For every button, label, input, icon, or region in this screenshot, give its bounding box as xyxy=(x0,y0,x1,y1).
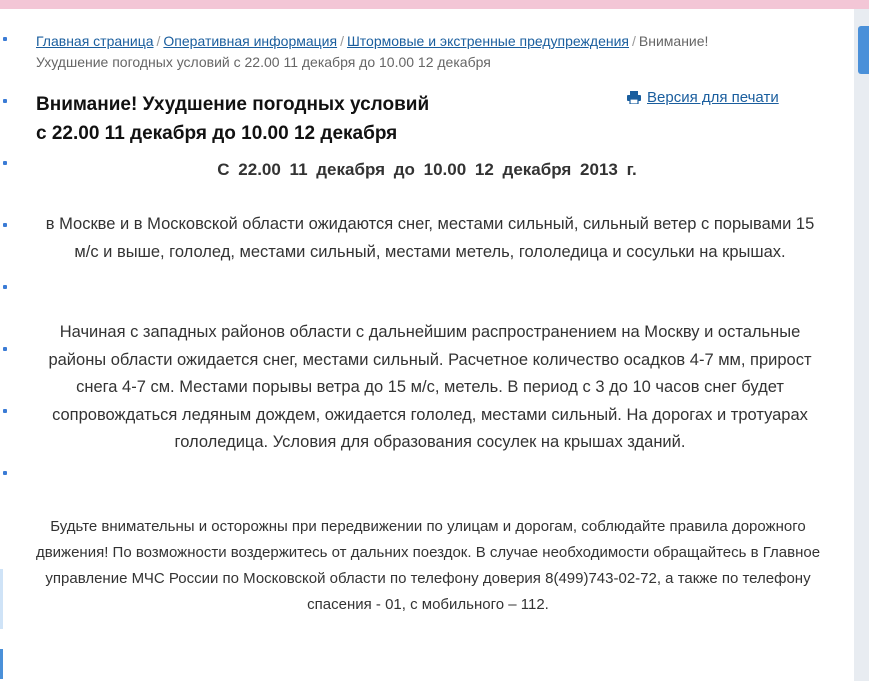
top-border-strip xyxy=(0,0,869,9)
breadcrumb-current: Внимание! xyxy=(638,33,709,49)
sidebar-bullet xyxy=(3,99,7,103)
sidebar-bullet xyxy=(3,223,7,227)
breadcrumb-link-storm-warnings[interactable]: Штормовые и экстренные предупреждения xyxy=(346,33,629,49)
breadcrumb-link-home[interactable]: Главная страница xyxy=(36,33,154,49)
sidebar-bullet xyxy=(3,285,7,289)
sidebar-block xyxy=(0,649,3,679)
print-version-label: Версия для печати xyxy=(647,89,779,106)
page-title-line: Внимание! Ухудшение погодных условий xyxy=(36,94,430,115)
page-title-line: с 22.00 11 декабря до 10.00 12 декабря xyxy=(36,123,398,144)
breadcrumb xyxy=(36,31,816,73)
breadcrumb-separator: / xyxy=(632,33,636,49)
breadcrumb-link-operational-info[interactable]: Оперативная информация xyxy=(163,33,338,49)
print-version-link[interactable] xyxy=(627,89,779,106)
breadcrumb-separator: / xyxy=(156,33,161,49)
safety-advice-paragraph: Будьте внимательны и осторожны при передвижении по улицам и дорогам, соблюдайте правила дорожного движения! По возможности воздержитесь от дальних поездок. В случае необходимости обращайтесь в Главное управление МЧС России по Московской области по телефону доверия 8(499)743-02-72, а также по телефону спасения - 01, с мобильного – 112. xyxy=(35,518,821,613)
page-title xyxy=(36,90,556,148)
sidebar-bullet xyxy=(3,347,7,351)
sidebar-bullet xyxy=(3,37,7,41)
forecast-paragraph: Начиная с западных районов области с дальнейшим распространением на Москву и остальные районы области ожидается снег, местами сильный. Расчетное количество осадков 4-7 мм, прирост снега 4-7 см. Местами порывы ветра до 15 м/с, метель. В период с 3 до 10 часов снег будет сопровождаться ледяным дождем, ожидается гололед, местами сильный. На дорогах и тротуарах гололедица. Условия для образования сосулек на крышах зданий. xyxy=(48,323,812,451)
warning-period-heading: С 22.00 11 декабря до 10.00 12 декабря 2013 г. xyxy=(217,160,637,179)
side-tab[interactable] xyxy=(858,26,869,74)
right-panel-edge xyxy=(854,9,869,681)
sidebar-bullet xyxy=(3,409,7,413)
breadcrumb-separator: / xyxy=(340,33,344,49)
left-sidebar-edge xyxy=(0,9,14,681)
sidebar-block xyxy=(0,569,3,629)
printer-icon xyxy=(627,91,641,104)
breadcrumb-current-continued: Ухудшение погодных условий с 22.00 11 декабря до 10.00 12 декабря xyxy=(36,54,491,70)
sidebar-bullet xyxy=(3,471,7,475)
warning-paragraph: в Москве и в Московской области ожидаются снег, местами сильный, сильный ветер с порывами 15 м/с и выше, гололед, местами сильный, местами метель, гололедица и сосульки на крышах. xyxy=(45,215,815,261)
